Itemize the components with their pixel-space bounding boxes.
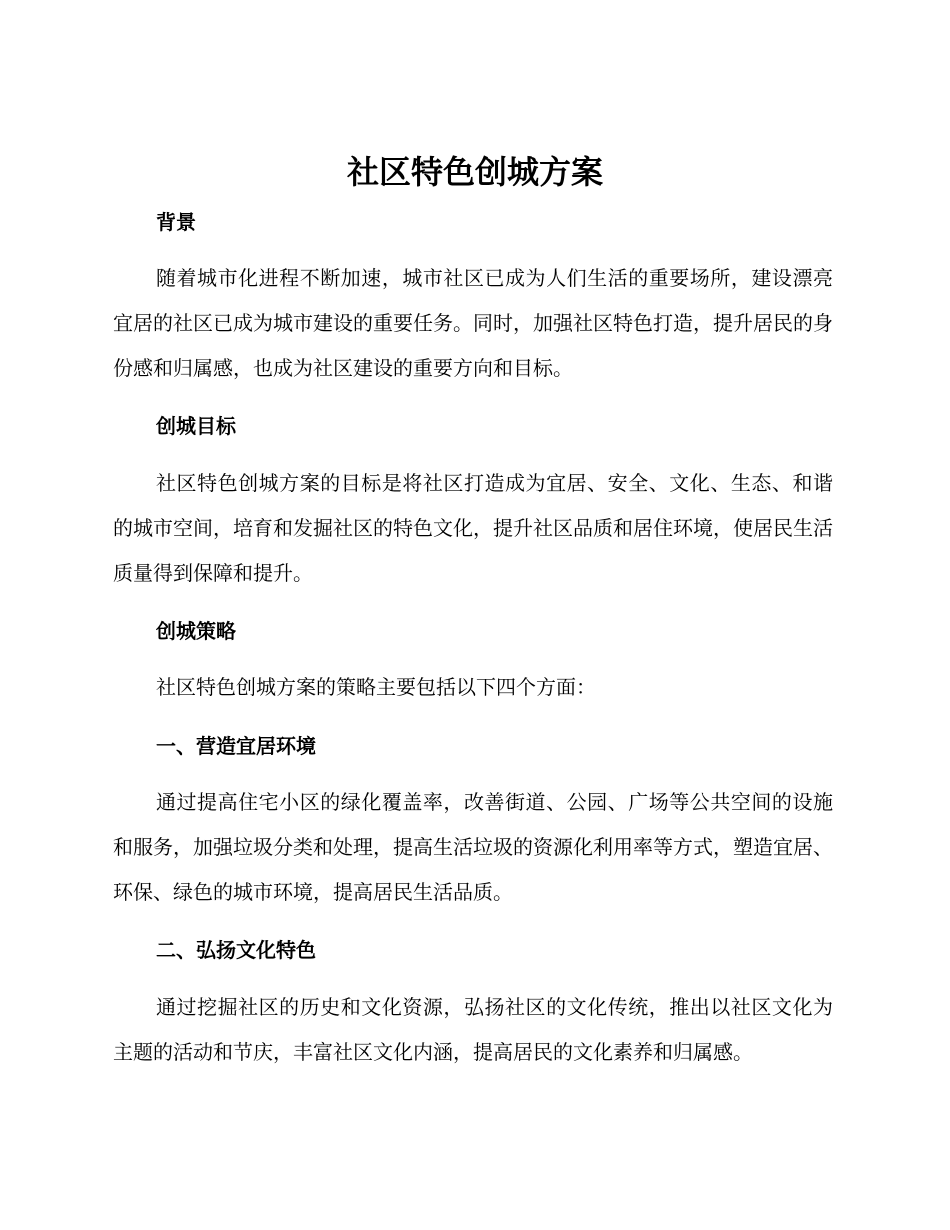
- section-heading-livable-environment: 一、营造宜居环境: [156, 734, 316, 758]
- section-paragraph-cultural-features: 通过挖掘社区的历史和文化资源，弘扬社区的文化传统，推出以社区文化为主题的活动和节庆，丰富社区文化内涵，提高居民的文化素养和归属感。: [113, 995, 833, 1064]
- section-heading-cultural-features: 二、弘扬文化特色: [156, 938, 316, 962]
- section-paragraph-strategy: 社区特色创城方案的策略主要包括以下四个方面：: [156, 675, 596, 699]
- section-paragraph-background: 随着城市化进程不断加速，城市社区已成为人们生活的重要场所，建设漂亮宜居的社区已成为城市建设的重要任务。同时，加强社区特色打造，提升居民的身份感和归属感，也成为社区建设的重要方向和目标。: [113, 266, 833, 380]
- document-title: 社区特色创城方案: [346, 153, 603, 191]
- section-heading-background: 背景: [156, 210, 196, 234]
- section-paragraph-goals: 社区特色创城方案的目标是将社区打造成为宜居、安全、文化、生态、和谐的城市空间，培育和发掘社区的特色文化，提升社区品质和居住环境，使居民生活质量得到保障和提升。: [113, 471, 833, 585]
- section-heading-strategy: 创城策略: [156, 619, 236, 643]
- section-heading-goals: 创城目标: [156, 414, 236, 438]
- section-paragraph-livable-environment: 通过提高住宅小区的绿化覆盖率，改善街道、公园、广场等公共空间的设施和服务，加强垃圾分类和处理，提高生活垃圾的资源化利用率等方式，塑造宜居、环保、绿色的城市环境，提高居民生活品质。: [113, 790, 833, 904]
